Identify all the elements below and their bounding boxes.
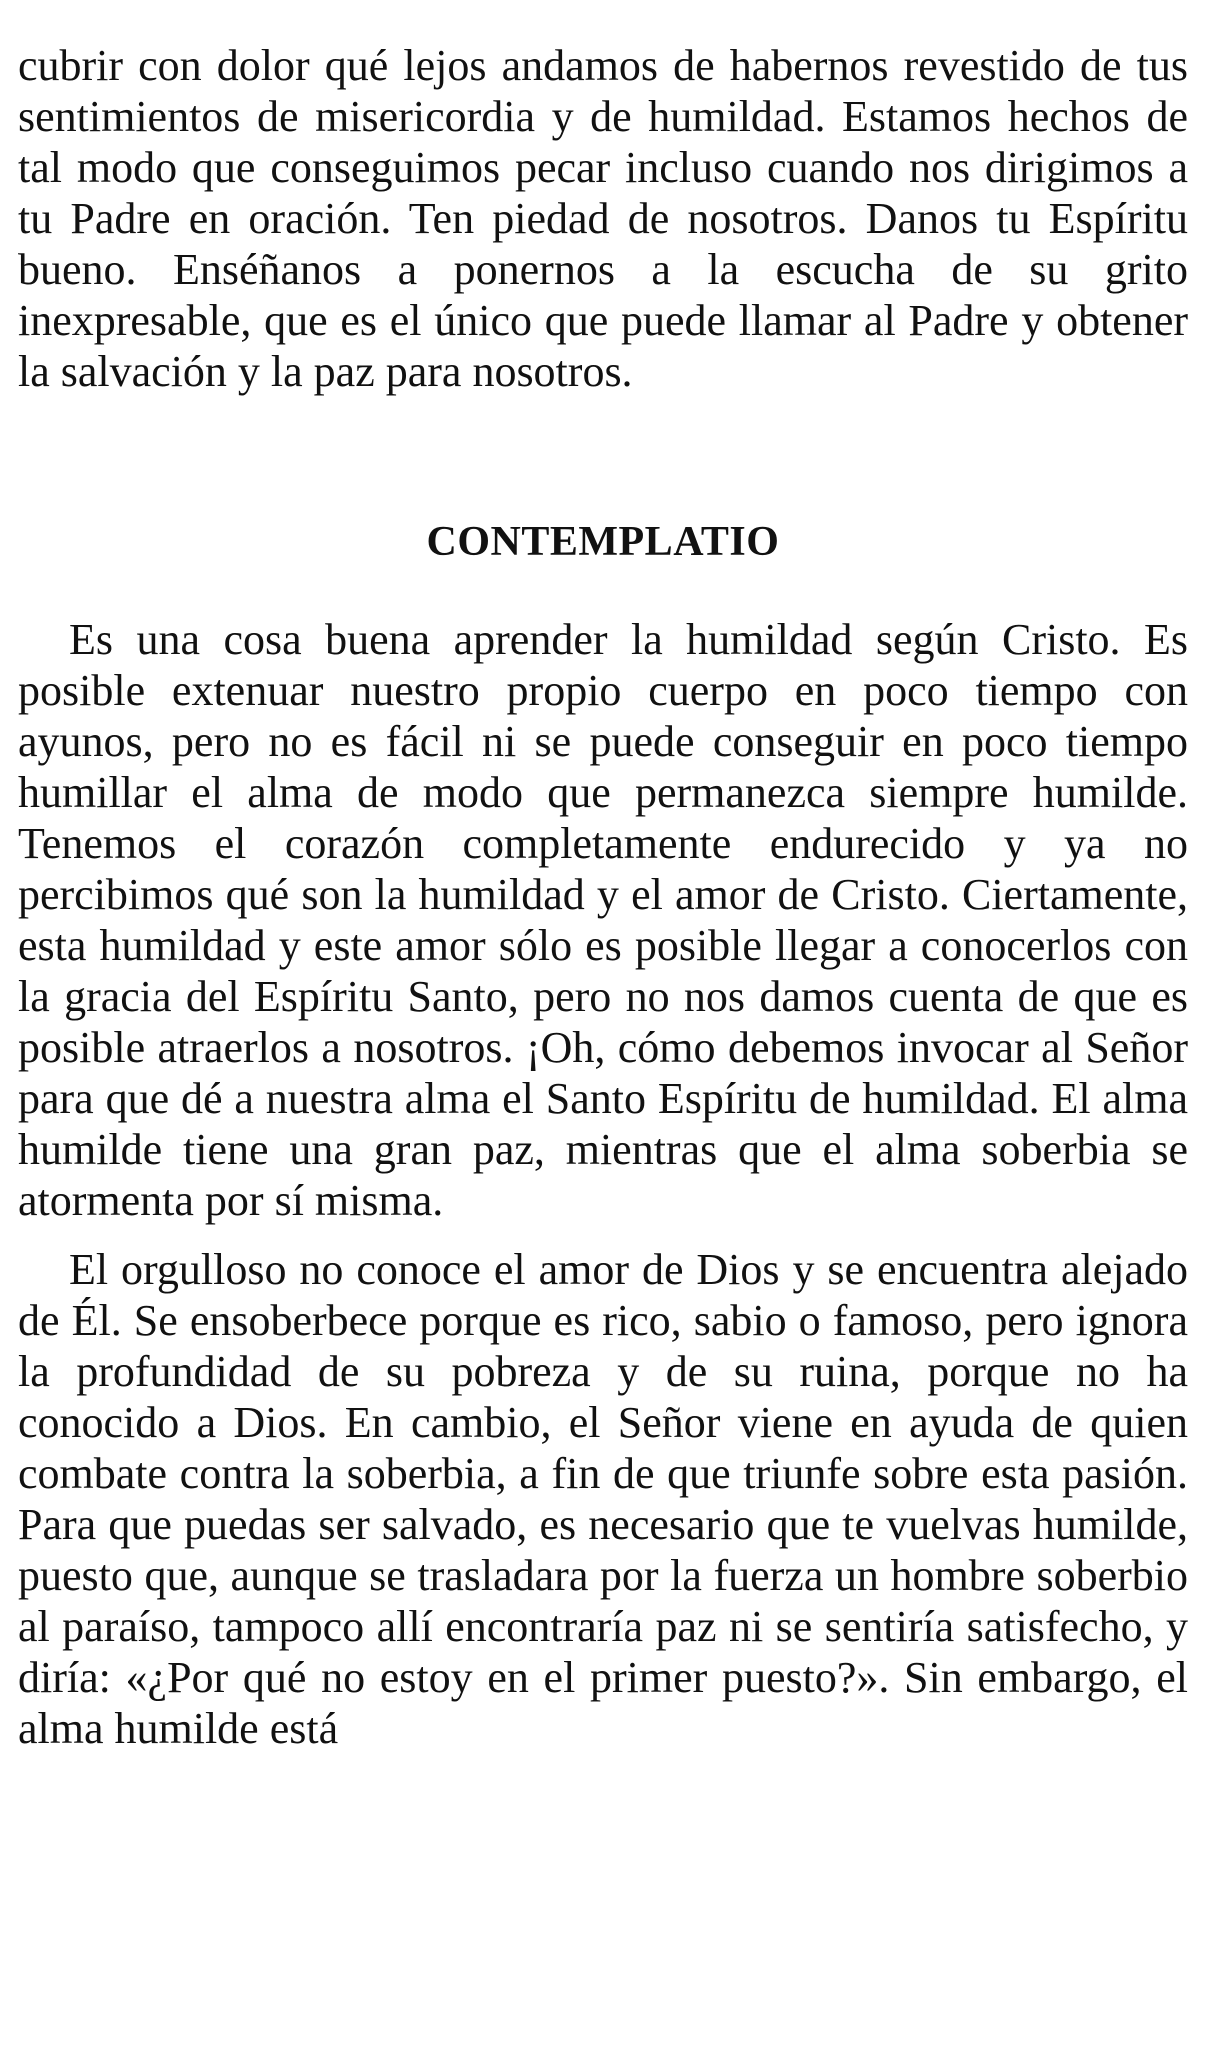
body-paragraph-1: Es una cosa buena aprender la humildad según Cristo. Es posible extenuar nuestro propio cuerpo en poco tiempo con ayunos, pero no es fácil ni se puede conseguir en poco tiempo humillar el alma de modo que permanezca siempre humilde. Tenemos el corazón completamente endurecido y ya no percibimos qué son la humildad y el amor de Cristo. Ciertamente, esta humildad y este amor sólo es posible llegar a conocerlos con la gracia del Espíritu Santo, pero no nos damos cuenta de que es posible atraerlos a nosotros. ¡Oh, cómo debemos invocar al Señor para que dé a nuestra alma el Santo Espíritu de humildad. El alma humilde tiene una gran paz, mientras que el alma soberbia se atormenta por sí misma.: [18, 615, 1188, 1225]
opening-paragraph: cubrir con dolor qué lejos andamos de habernos revestido de tus sentimientos de misericordia y de humildad. Estamos hechos de tal modo que conseguimos pecar incluso cuando nos dirigimos a tu Padre en oración. Ten piedad de nosotros. Danos tu Espíritu bueno. Enséñanos a ponernos a la escucha de su grito inexpresable, que es el único que puede llamar al Padre y obtener la salvación y la paz para nosotros.: [18, 41, 1188, 396]
section-heading: CONTEMPLATIO: [426, 519, 780, 565]
book-page: [18, 40, 1188, 1754]
paragraph-spacer: [18, 1226, 1188, 1244]
body-paragraph-2: El orgulloso no conoce el amor de Dios y se encuentra alejado de Él. Se ensoberbece porque es rico, sabio o famoso, pero ignora la profundidad de su pobreza y de su ruina, porque no ha conocido a Dios. En cambio, el Señor viene en ayuda de quien combate contra la soberbia, a fin de que triunfe sobre esta pasión. Para que puedas ser salvado, es necesario que te vuelvas humilde, puesto que, aunque se trasladara por la fuerza un hombre soberbio al paraíso, tampoco allí encontraría paz ni se sentiría satisfecho, y diría: «¿Por qué no estoy en el primer puesto?». Sin embargo, el alma humilde está: [18, 1245, 1188, 1753]
